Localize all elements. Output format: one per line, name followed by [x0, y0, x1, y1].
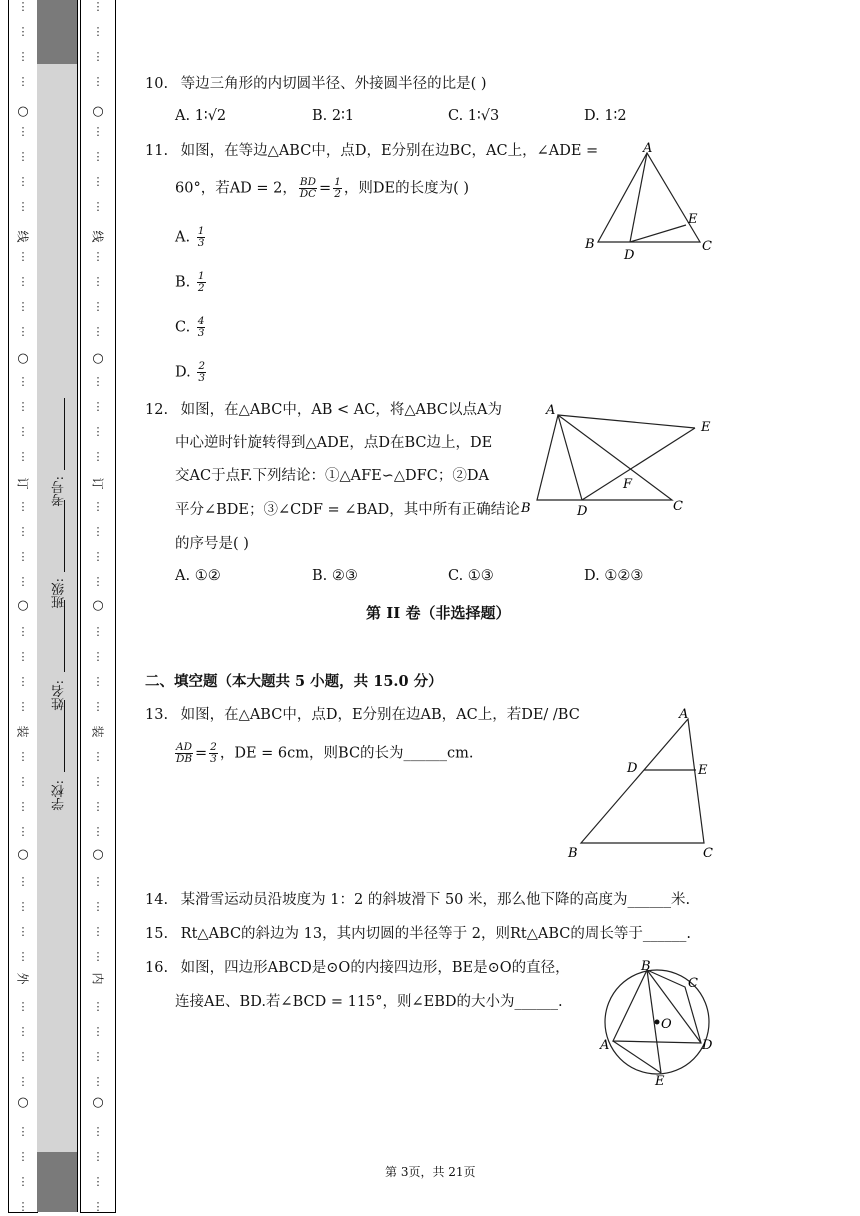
binding-dots: ⋮ [92, 175, 104, 188]
binding-dots: ⋮ [17, 925, 29, 938]
binding-dots: ⋮ [92, 650, 104, 663]
q13-line1 [145, 705, 580, 725]
binding-dots: ⋮ [17, 750, 29, 763]
q10-option-d[interactable]: D. 1∶2 [584, 108, 627, 124]
binding-circle-icon: ○ [92, 104, 104, 119]
binding-dots: ⋮ [17, 250, 29, 263]
q13-number: 13. [145, 707, 169, 723]
q11-number: 11. [145, 143, 169, 159]
q11-text-1: 如图，在等边△ABC中，点D，E分别在边BC，AC上，∠ADE = [180, 143, 599, 159]
binding-dots: ⋮ [17, 500, 29, 513]
binding-label: 线 [90, 230, 105, 243]
binding-circle-icon: ○ [17, 104, 29, 119]
name-label: 姓名: [52, 680, 67, 711]
q12-label-c: C [673, 499, 683, 514]
binding-dots: ⋮ [92, 1075, 104, 1088]
q13-label-a: A [679, 707, 689, 722]
binding-dots: ⋮ [17, 1000, 29, 1013]
binding-dots: ⋮ [17, 1150, 29, 1163]
q11-label-c: C [702, 239, 712, 254]
page-footer: 第 3页，共 21页 [385, 1165, 476, 1179]
q10-stem [145, 74, 487, 94]
binding-circle-icon: ○ [17, 847, 29, 862]
exam-label: 考号: [52, 476, 67, 507]
school-underline [64, 700, 65, 772]
q15-text: Rt△ABC的斜边为 13，其内切圆的半径等于 2，则Rt△ABC的周长等于______. [180, 926, 691, 942]
exam-underline [64, 398, 65, 470]
binding-dots: ⋮ [92, 1200, 104, 1213]
binding-dots: ⋮ [92, 275, 104, 288]
q11-option-b[interactable]: B. $\frac{1}{2}$ [175, 270, 205, 294]
binding-dots: ⋮ [92, 925, 104, 938]
binding-dots: ⋮ [92, 250, 104, 263]
q16-line1 [145, 958, 570, 978]
q12-label-f: F [623, 477, 633, 492]
binding-dots: ⋮ [17, 625, 29, 638]
binding-dots: ⋮ [92, 550, 104, 563]
q13-text-1: 如图，在△ABC中，点D，E分别在边AB，AC上，若DE/ /BC [180, 707, 580, 723]
binding-dots: ⋮ [17, 800, 29, 813]
binding-dots: ⋮ [92, 300, 104, 313]
binding-dots: ⋮ [92, 0, 104, 13]
binding-dots: ⋮ [92, 150, 104, 163]
q10-option-a[interactable]: A. 1∶√2 [175, 108, 227, 124]
q10-text: 等边三角形的内切圆半径、外接圆半径的比是( ) [180, 76, 487, 92]
q12-line4: 平分∠BDE；③∠CDF = ∠BAD，其中所有正确结论 [175, 502, 520, 518]
q10-number: 10. [145, 76, 169, 92]
binding-dots: ⋮ [17, 200, 29, 213]
q11-label-e: E [688, 212, 698, 227]
class-label: 班级: [52, 578, 67, 609]
q11-label-a: A [643, 141, 653, 156]
q13-label-c: C [703, 846, 713, 861]
q11-text-2c: ，则DE的长度为( ) [343, 180, 470, 197]
q13-ratio-fraction: $\frac{AD}{DB}$ [175, 741, 193, 765]
q11-line2 [175, 177, 469, 200]
binding-dots: ⋮ [17, 900, 29, 913]
q11-text-2a: 60°，若AD = 2， [175, 180, 297, 197]
q12-label-a: A [546, 403, 556, 418]
binding-dots: ⋮ [92, 25, 104, 38]
binding-circle-icon: ○ [17, 351, 29, 366]
binding-dots: ⋮ [17, 775, 29, 788]
binding-circle-icon: ○ [17, 598, 29, 613]
binding-dots: ⋮ [92, 125, 104, 138]
q14 [145, 890, 690, 910]
binding-dots: ⋮ [92, 325, 104, 338]
q11-option-c[interactable]: C. $\frac{4}{3}$ [175, 315, 205, 339]
q15 [145, 924, 691, 944]
binding-dots: ⋮ [17, 700, 29, 713]
q16-number: 16. [145, 960, 169, 976]
q13-value-fraction: $\frac{2}{3}$ [210, 741, 217, 765]
binding-circle-icon: ○ [92, 351, 104, 366]
q11-half-fraction: $\frac{1}{2}$ [334, 176, 341, 200]
binding-dots: ⋮ [17, 400, 29, 413]
binding-dots: ⋮ [92, 450, 104, 463]
binding-circle-icon: ○ [92, 598, 104, 613]
binding-dots: ⋮ [17, 1125, 29, 1138]
q12-line3: 交AC于点F.下列结论：①△AFE∽△DFC；②DA [175, 468, 489, 484]
q13-label-b: B [568, 846, 578, 861]
q15-number: 15. [145, 926, 169, 942]
inner-marker-column [87, 0, 109, 1212]
binding-dots: ⋮ [92, 400, 104, 413]
q12-label-d: D [577, 504, 588, 519]
q13-figure [565, 702, 725, 867]
binding-dots: ⋮ [92, 425, 104, 438]
binding-dots: ⋮ [17, 675, 29, 688]
binding-dots: ⋮ [17, 525, 29, 538]
binding-label: 装 [15, 725, 30, 738]
q16-label-b: B [641, 959, 651, 974]
binding-dots: ⋮ [92, 875, 104, 888]
q12-number: 12. [145, 402, 169, 418]
q12-line1 [145, 400, 502, 420]
q16-text-1: 如图，四边形ABCD是⊙O的内接四边形，BE是⊙O的直径， [180, 960, 570, 976]
q10-option-b[interactable]: B. 2∶1 [312, 108, 355, 124]
q11-label-b: B [585, 237, 595, 252]
binding-label: 外 [15, 972, 30, 985]
binding-dots: ⋮ [92, 500, 104, 513]
q10-option-c[interactable]: C. 1∶√3 [448, 108, 500, 124]
binding-dots: ⋮ [17, 75, 29, 88]
binding-dots: ⋮ [17, 950, 29, 963]
binding-dark-top [37, 0, 77, 64]
q12-line5: 的序号是( ) [175, 536, 249, 552]
binding-dots: ⋮ [17, 0, 29, 13]
binding-dots: ⋮ [17, 150, 29, 163]
q13-line2 [173, 742, 474, 765]
q13-label-d: D [627, 761, 638, 776]
binding-label: 内 [90, 972, 105, 985]
binding-dots: ⋮ [17, 300, 29, 313]
q16-label-d: D [702, 1038, 713, 1053]
binding-circle-icon: ○ [17, 1095, 29, 1110]
q11-option-a[interactable]: A. $\frac{1}{3}$ [175, 225, 205, 249]
binding-dots: ⋮ [92, 575, 104, 588]
binding-dots: ⋮ [92, 1000, 104, 1013]
q16-label-c: C [688, 976, 698, 991]
q13-label-e: E [698, 763, 708, 778]
binding-dots: ⋮ [92, 625, 104, 638]
binding-dots: ⋮ [17, 650, 29, 663]
binding-dots: ⋮ [17, 575, 29, 588]
q11-option-d[interactable]: D. $\frac{2}{3}$ [175, 360, 206, 384]
binding-dots: ⋮ [17, 175, 29, 188]
q12-option-a[interactable]: A. ①② [175, 568, 221, 584]
binding-dots: ⋮ [92, 675, 104, 688]
binding-dots: ⋮ [17, 425, 29, 438]
q12-figure [515, 400, 725, 520]
binding-dots: ⋮ [17, 1050, 29, 1063]
q11-figure [580, 140, 720, 265]
binding-dark-bottom [37, 1152, 77, 1212]
q12-option-b[interactable]: B. ②③ [312, 568, 358, 584]
q11-ratio-fraction: $\frac{BD}{DC}$ [299, 176, 317, 200]
q16-figure [595, 958, 725, 1088]
binding-dots: ⋮ [17, 1075, 29, 1088]
binding-dots: ⋮ [92, 1025, 104, 1038]
binding-dots: ⋮ [92, 200, 104, 213]
q12-option-d[interactable]: D. ①②③ [584, 568, 644, 584]
q12-text-1: 如图，在△ABC中，AB < AC，将△ABC以点A为 [180, 402, 502, 418]
binding-dots: ⋮ [17, 50, 29, 63]
q12-label-b: B [521, 501, 531, 516]
binding-dots: ⋮ [17, 25, 29, 38]
binding-dots: ⋮ [92, 800, 104, 813]
binding-dots: ⋮ [92, 1050, 104, 1063]
binding-dots: ⋮ [17, 825, 29, 838]
binding-dots: ⋮ [17, 1200, 29, 1213]
q16-label-e: E [655, 1074, 665, 1088]
q13-text-2: ，DE = 6cm，则BC的长为______cm. [219, 745, 474, 762]
binding-dots: ⋮ [17, 275, 29, 288]
q14-text: 某滑雪运动员沿坡度为 1：2 的斜坡滑下 50 米，那么他下降的高度为______米. [180, 892, 691, 908]
binding-dots: ⋮ [17, 875, 29, 888]
binding-dots: ⋮ [17, 1025, 29, 1038]
binding-dots: ⋮ [92, 375, 104, 388]
binding-dots: ⋮ [92, 1150, 104, 1163]
q12-label-e: E [701, 420, 711, 435]
binding-dots: ⋮ [92, 750, 104, 763]
binding-dots: ⋮ [92, 525, 104, 538]
binding-dots: ⋮ [92, 1175, 104, 1188]
binding-label: 订 [15, 477, 30, 490]
binding-dots: ⋮ [17, 325, 29, 338]
q16-label-a: A [600, 1038, 610, 1053]
q16-line2: 连接AE、BD.若∠BCD = 115°，则∠EBD的大小为______. [175, 994, 563, 1010]
name-underline [64, 600, 65, 672]
q16-label-o: O [661, 1017, 672, 1032]
binding-dots: ⋮ [92, 775, 104, 788]
q11-equals: = [319, 180, 332, 197]
binding-dots: ⋮ [17, 125, 29, 138]
q12-option-c[interactable]: C. ①③ [448, 568, 494, 584]
q11-label-d: D [624, 248, 635, 263]
binding-dots: ⋮ [17, 1175, 29, 1188]
binding-dots: ⋮ [92, 700, 104, 713]
outer-marker-column [12, 0, 34, 1212]
binding-label: 线 [15, 230, 30, 243]
binding-dots: ⋮ [92, 75, 104, 88]
class-underline [64, 500, 65, 572]
part2-title: 二、填空题（本大题共 5 小题，共 15.0 分） [145, 673, 443, 690]
binding-dots: ⋮ [17, 375, 29, 388]
binding-dots: ⋮ [92, 50, 104, 63]
section-title: 第 II 卷（非选择题） [366, 604, 511, 622]
binding-dots: ⋮ [17, 450, 29, 463]
binding-dots: ⋮ [17, 550, 29, 563]
binding-circle-icon: ○ [92, 1095, 104, 1110]
q12-line2: 中心逆时针旋转得到△ADE，点D在BC边上，DE [175, 435, 493, 451]
binding-dots: ⋮ [92, 900, 104, 913]
binding-dots: ⋮ [92, 950, 104, 963]
binding-circle-icon: ○ [92, 847, 104, 862]
binding-label: 订 [90, 477, 105, 490]
binding-dots: ⋮ [92, 825, 104, 838]
binding-label: 装 [90, 725, 105, 738]
binding-dots: ⋮ [92, 1125, 104, 1138]
q13-equals: = [195, 745, 208, 762]
q14-number: 14. [145, 892, 169, 908]
school-label: 学校: [52, 780, 67, 811]
q11-line1 [145, 141, 598, 161]
